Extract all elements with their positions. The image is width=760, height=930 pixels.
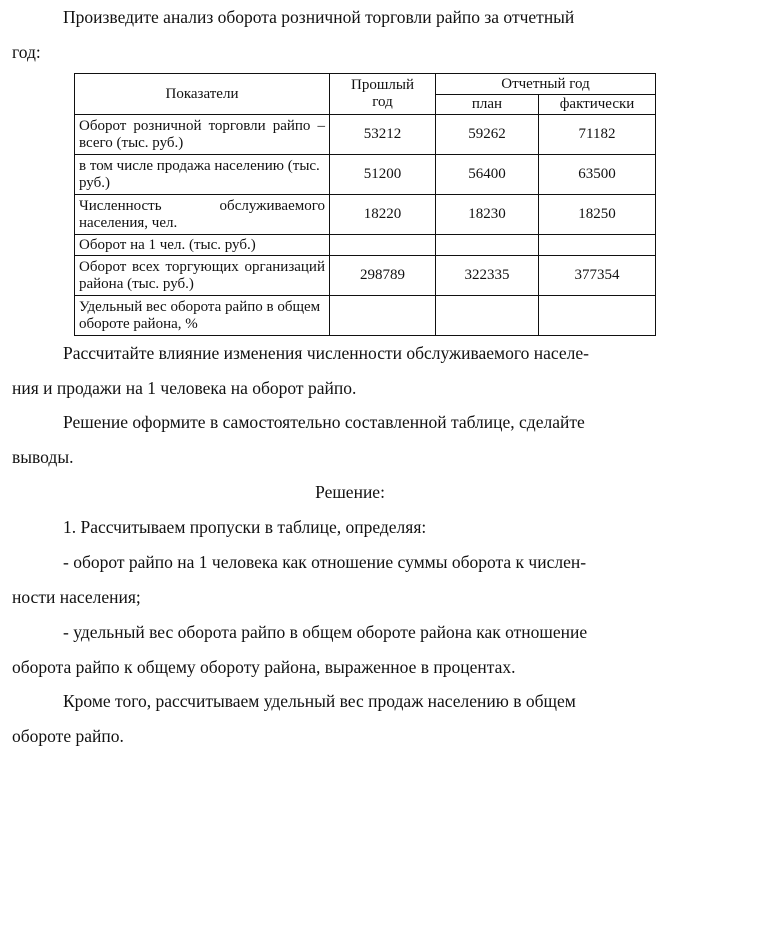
cell-actual: [539, 235, 656, 256]
cell-plan: 18230: [436, 195, 539, 235]
row-label: Численность обслуживаемого населения, чел.: [75, 195, 330, 235]
cell-previous: [330, 296, 436, 336]
cell-actual: 18250: [539, 195, 656, 235]
cell-previous: 51200: [330, 155, 436, 195]
cell-plan: 56400: [436, 155, 539, 195]
row-label: Оборот розничной торговли райпо – всего (тыс. руб.): [75, 115, 330, 155]
header-actual: фактически: [539, 95, 656, 115]
header-previous-year-line-1: Прошлый: [351, 77, 414, 93]
table-header-row-1: [75, 74, 656, 95]
header-reporting-year: Отчетный год: [436, 74, 656, 95]
table-row: [75, 115, 656, 155]
row-label: Оборот на 1 чел. (тыс. руб.): [75, 235, 330, 256]
solution-heading: Решение:: [315, 482, 385, 502]
task-influence-text-1: Рассчитайте влияние изменения численности обслуживаемого населе-: [63, 343, 589, 363]
solution-bullet-2-text-2: оборота райпо к общему обороту района, выраженное в процентах.: [12, 657, 516, 677]
intro-line-1: [12, 0, 688, 35]
solution-step-1: [12, 510, 688, 545]
cell-plan: 59262: [436, 115, 539, 155]
task-influence-line-2: [12, 371, 688, 406]
cell-actual: 377354: [539, 256, 656, 296]
header-indicators: Показатели: [75, 74, 330, 115]
row-label: Оборот всех торгующих организаций района (тыс. руб.): [75, 256, 330, 296]
cell-previous: 18220: [330, 195, 436, 235]
solution-extra-text-1: Кроме того, рассчитываем удельный вес продаж населению в общем: [63, 691, 576, 711]
cell-plan: 322335: [436, 256, 539, 296]
solution-bullet-2-line-2: [12, 650, 688, 685]
solution-extra-line-1: [12, 684, 688, 719]
cell-actual: 71182: [539, 115, 656, 155]
solution-extra-text-2: обороте райпо.: [12, 726, 124, 746]
cell-previous: 298789: [330, 256, 436, 296]
cell-actual: [539, 296, 656, 336]
table-row: [75, 296, 656, 336]
intro-line-2: [12, 35, 688, 70]
table-row: [75, 235, 656, 256]
task-format-line-2: [12, 440, 688, 475]
header-previous-year: [330, 74, 436, 115]
turnover-table: [74, 73, 656, 336]
row-label: в том числе продажа населению (тыс. руб.): [75, 155, 330, 195]
task-influence-text-2: ния и продажи на 1 человека на оборот райпо.: [12, 378, 357, 398]
cell-previous: 53212: [330, 115, 436, 155]
cell-plan: [436, 235, 539, 256]
table-row: [75, 256, 656, 296]
task-influence-line-1: [12, 336, 688, 371]
cell-actual: 63500: [539, 155, 656, 195]
table-row: [75, 195, 656, 235]
cell-previous: [330, 235, 436, 256]
solution-bullet-1-line-1: [12, 545, 688, 580]
row-label: Удельный вес оборота райпо в общем обороте района, %: [75, 296, 330, 336]
task-format-text-2: выводы.: [12, 447, 74, 467]
task-format-line-1: [12, 405, 688, 440]
solution-bullet-1-text-2: ности населения;: [12, 587, 141, 607]
header-plan: план: [436, 95, 539, 115]
solution-bullet-2-line-1: [12, 615, 688, 650]
solution-extra-line-2: [12, 719, 688, 754]
solution-step-1-text: 1. Рассчитываем пропуски в таблице, определяя:: [63, 517, 427, 537]
task-format-text-1: Решение оформите в самостоятельно составленной таблице, сделайте: [63, 412, 585, 432]
table-row: [75, 155, 656, 195]
cell-plan: [436, 296, 539, 336]
solution-bullet-1-text-1: - оборот райпо на 1 человека как отношение суммы оборота к числен-: [63, 552, 587, 572]
solution-bullet-2-text-1: - удельный вес оборота райпо в общем обороте района как отношение: [63, 622, 588, 642]
header-previous-year-line-2: год: [372, 94, 393, 110]
intro-text-2: год:: [12, 42, 41, 62]
intro-text-1: Произведите анализ оборота розничной торговли райпо за отчетный: [63, 7, 575, 27]
solution-bullet-1-line-2: [12, 580, 688, 615]
